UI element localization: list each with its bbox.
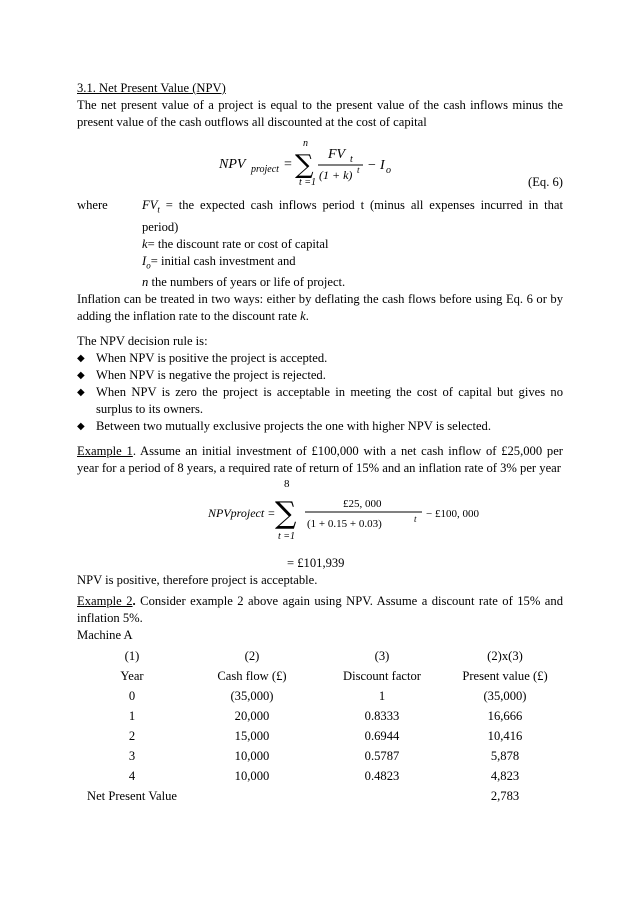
ex1-conclusion: NPV is positive, therefore project is acceptable. — [77, 573, 318, 588]
definitions — [77, 197, 563, 291]
formula-denominator: (1 + k) — [319, 168, 353, 182]
section-heading: 3.1. Net Present Value (NPV) — [77, 81, 226, 95]
list-item: ◆ When NPV is negative the project is rejected. — [77, 368, 326, 383]
diamond-bullet-icon: ◆ — [77, 353, 85, 365]
formula-numerator-sub: t — [350, 154, 353, 165]
ex1-tail: − £100, 000 — [426, 508, 479, 521]
diamond-bullet-icon: ◆ — [77, 421, 85, 433]
table-row: 0 (35,000) 1 (35,000) — [128, 688, 527, 703]
list-item: ◆ When NPV is positive the project is accepted. — [77, 351, 328, 366]
definition-n: n the numbers of years or life of project. — [142, 275, 346, 290]
decision-rules — [77, 350, 563, 435]
diamond-bullet-icon: ◆ — [77, 387, 85, 399]
document-page — [77, 80, 563, 806]
ex1-denominator: (1 + 0.15 + 0.03) — [307, 518, 382, 531]
npv-formula — [77, 131, 563, 191]
equation-label: (Eq. 6) — [528, 175, 563, 189]
definition-list — [142, 197, 563, 291]
formula-tail: I — [380, 158, 385, 173]
formula-sum-bottom: t =1 — [299, 177, 317, 188]
ex1-numerator: £25, 000 — [343, 498, 382, 511]
definition-k: k= the discount rate or cost of capital — [142, 236, 329, 251]
ex1-denominator-exp: t — [414, 514, 417, 525]
example2-paragraph: Example 2. Consider example 2 above again using NPV. Assume a discount rate of 15% and inflation 5%. — [77, 594, 563, 626]
table-row — [77, 786, 563, 806]
table-row: 4 10,000 0.4823 4,823 — [128, 768, 520, 783]
table-row: 3 10,000 0.5787 5,878 — [128, 748, 520, 763]
npv-table — [77, 646, 563, 806]
list-item: ◆ Between two mutually exclusive projects the one with higher NPV is selected. — [77, 419, 491, 434]
formula-sum-top: n — [303, 138, 308, 149]
formula-numerator: FV — [328, 147, 346, 162]
table-row: 1 20,000 0.8333 16,666 — [128, 708, 523, 723]
example1-formula — [77, 477, 563, 549]
rules-intro: The NPV decision rule is: — [77, 334, 208, 349]
inflation-paragraph: Inflation can be treated in two ways: either by deflating the cash flows before using Eq. 6 or by adding the inflation rate to the discount rate k. — [77, 292, 563, 324]
formula-minus: − — [368, 158, 376, 173]
table-row: Year Cash flow (£) Discount factor Present value (£) — [120, 668, 548, 683]
ex1-sum-bottom: t =1 — [278, 531, 296, 543]
formula-lhs-sub: project — [251, 164, 279, 175]
intro-paragraph: The net present value of a project is equal to the present value of the cash inflows minus the present value of the cash outflows all discounted at the cost of capital — [77, 98, 563, 129]
table-row: 2 15,000 0.6944 10,416 — [128, 728, 523, 743]
npv-formula-svg — [77, 131, 563, 191]
ex1-lhs: NPVproject = — [208, 506, 276, 521]
formula-equals: = — [284, 157, 292, 172]
definition-fv: $FV_t$ = the expected cash inflows period t (minus all expenses incurred in that period) — [142, 198, 563, 234]
ex1-sum-top: 8 — [284, 478, 290, 491]
where-label: where — [77, 198, 108, 212]
total-value: 2,783 — [490, 788, 520, 803]
formula-tail-sub: o — [386, 165, 391, 176]
sigma-icon: ∑ — [275, 496, 297, 532]
total-label: Net Present Value — [87, 788, 178, 803]
example1-formula-svg — [77, 477, 563, 549]
table-row: (1) (2) (3) (2)x(3) — [124, 648, 523, 663]
machine-label: Machine A — [77, 628, 133, 643]
example1-paragraph: Example 1. Assume an initial investment of £100,000 with a net cash inflow of £25,000 per year for a period of 8 years, a required rate of return of 15% and an inflation rate of 3% per year — [77, 444, 563, 476]
definition-io: $I_o=$ initial cash investment and — [142, 253, 296, 271]
sigma-icon: ∑ — [295, 150, 314, 180]
list-item: ◆ When NPV is zero the project is acceptable in meeting the cost of capital but gives no surplus to its owners. — [77, 385, 563, 417]
diamond-bullet-icon: ◆ — [77, 370, 85, 382]
ex1-result: = £101,939 — [287, 556, 345, 571]
formula-lhs: NPV — [219, 157, 246, 172]
formula-denominator-exp: t — [357, 165, 360, 175]
